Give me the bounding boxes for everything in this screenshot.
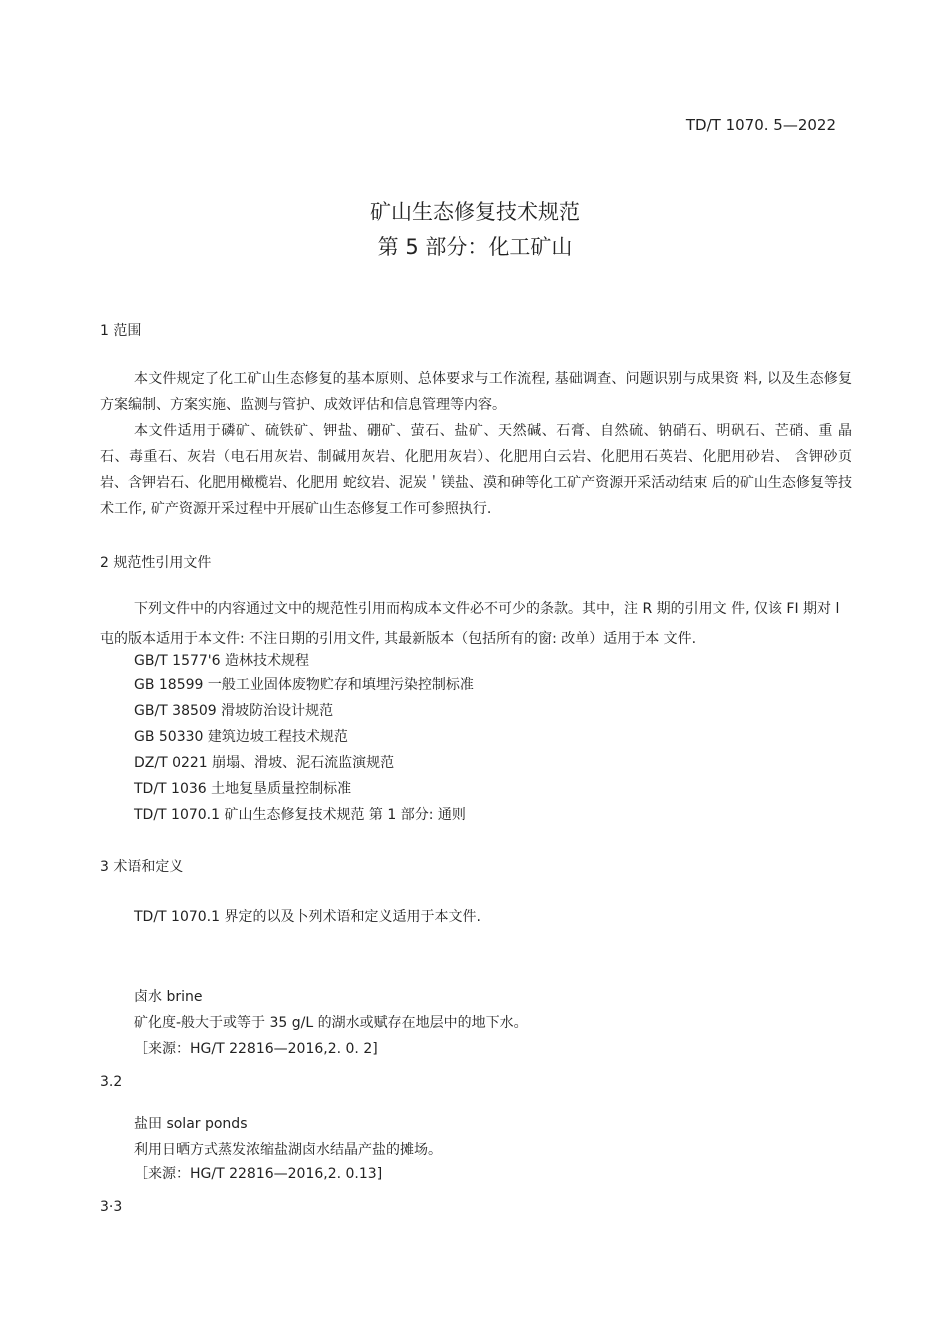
- term-solar-ponds-name: 盐田 solar ponds: [134, 1116, 248, 1132]
- reference-item: TD/T 1070.1 矿山生态修复技术规范 第 1 部分: 通则: [134, 807, 466, 823]
- references-intro-line-1: 下列文件中的内容通过文中的规范性引用而构成本文件必不可少的条款。其中，注 R 期的引用文 件, 仅该 FI 期对 l: [134, 601, 840, 617]
- terms-intro: TD/T 1070.1 界定的以及卜列术语和定义适用于本文件.: [134, 909, 481, 925]
- reference-item: TD/T 1036 土地复垦质量控制标准: [134, 781, 352, 797]
- term-solar-ponds-source: ［来源：HG/T 22816—2016,2. 0.13]: [134, 1166, 383, 1182]
- references-intro-line-2: 屯的版本适用于本文件: 不注日期的引用文件, 其最新版本（包括所有的窗: 改单）适用于本 文件.: [100, 631, 697, 647]
- section-heading-normative-references: 2 规范性引用文件: [100, 555, 212, 571]
- scope-paragraph-2: 本文件适用于磷矿、硫铁矿、钾盐、硼矿、萤石、盐矿、天然碱、石膏、自然硫、钠硝石、明矾石、芒硝、重 晶石、毒重石、灰岩（电石用灰岩、制碱用灰岩、化肥用灰岩）、化肥用白云岩、化肥用石英岩、化肥用砂岩、 含钾砂页岩、含钾岩石、化肥用橄榄岩、化肥用 蛇纹岩、泥炭＇镁盐、漠和砷等化工矿产资源开采活动结束 后的矿山生态修复等技术工作, 矿产资源开采过程中开展矿山生态修复工作可参照执行.: [100, 423, 852, 517]
- term-number: 3.2: [100, 1074, 123, 1090]
- document-code: TD/T 1070. 5—2022: [685, 116, 836, 134]
- reference-item: GB/T 38509 滑坡防治设计规范: [134, 703, 334, 719]
- term-brine-source: ［来源：HG/T 22816—2016,2. 0. 2]: [134, 1041, 378, 1057]
- reference-item: GB 18599 一般工业固体废物贮存和填埋污染控制标准: [134, 677, 474, 693]
- section-heading-scope: 1 范围: [100, 323, 142, 339]
- term-brine-name: 卤水 brine: [134, 989, 203, 1005]
- scope-paragraph-1: 本文件规定了化工矿山生态修复的基本原则、总体要求与工作流程, 基础调查、问题识别与成果资 料, 以及生态修复方案编制、方案实施、监测与管护、成效评估和信息管理等内容。: [100, 371, 852, 413]
- term-brine-definition: 矿化度-般大于或等于 35 g/L 的湖水或赋存在地层中的地下水。: [134, 1015, 528, 1031]
- document-title: 矿山生态修复技术规范: [370, 200, 580, 224]
- term-number: 3·3: [100, 1199, 123, 1215]
- document-subtitle: 第 5 部分：化工矿山: [377, 235, 573, 259]
- section-heading-terms: 3 术语和定义: [100, 859, 184, 875]
- reference-item: GB/T 1577'6 造林技术规程: [134, 653, 310, 669]
- reference-item: GB 50330 建筑边坡工程技术规范: [134, 729, 348, 745]
- reference-item: DZ/T 0221 崩塌、滑坡、泥石流监演规范: [134, 755, 395, 771]
- term-solar-ponds-definition: 利用日晒方式蒸发浓缩盐湖卤水结晶产盐的摊场。: [134, 1142, 442, 1158]
